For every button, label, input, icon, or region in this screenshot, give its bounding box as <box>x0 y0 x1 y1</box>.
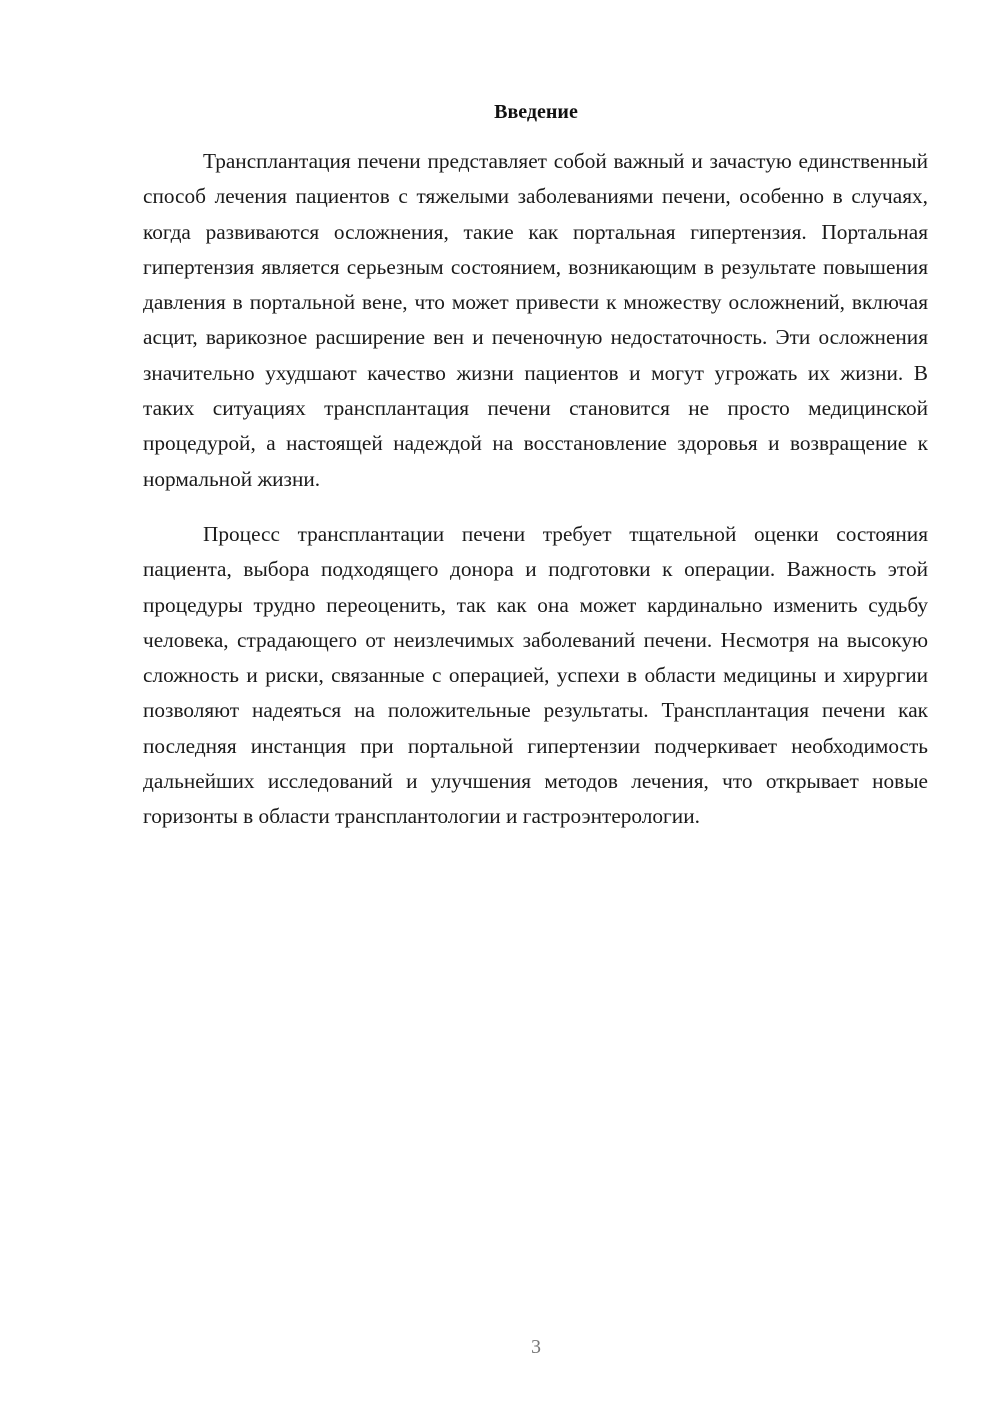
body-text <box>143 144 928 835</box>
page-number: 3 <box>531 1336 541 1358</box>
paragraph-2: Процесс трансплантации печени требует тщательной оценки состояния пациента, выбора подходящего донора и подготовки к операции. Важность этой процедуры трудно переоценить, так как она может кардинально изменить судьбу человека, страдающего от неизлечимых заболеваний печени. Несмотря на высокую сложность и риски, связанные с операцией, успехи в области медицины и хирургии позволяют надеяться на положительные результаты. Трансплантация печени как последняя инстанция при портальной гипертензии подчеркивает необходимость дальнейших исследований и улучшения методов лечения, что открывает новые горизонты в области трансплантологии и гастроэнтерологии. <box>143 521 928 829</box>
paragraph-1: Трансплантация печени представляет собой важный и зачастую единственный способ лечения пациентов с тяжелыми заболеваниями печени, особенно в случаях, когда развиваются осложнения, такие как портальная гипертензия. Портальная гипертензия является серьезным состоянием, возникающим в результате повышения давления в портальной вене, что может привести к множеству осложнений, включая асцит, варикозное расширение вен и печеночную недостаточность. Эти осложнения значительно ухудшают качество жизни пациентов и могут угрожать их жизни. В таких ситуациях трансплантация печени становится не просто медицинской процедурой, а настоящей надеждой на восстановление здоровья и возвращение к нормальной жизни. <box>143 149 928 491</box>
section-heading: Введение <box>494 101 578 123</box>
